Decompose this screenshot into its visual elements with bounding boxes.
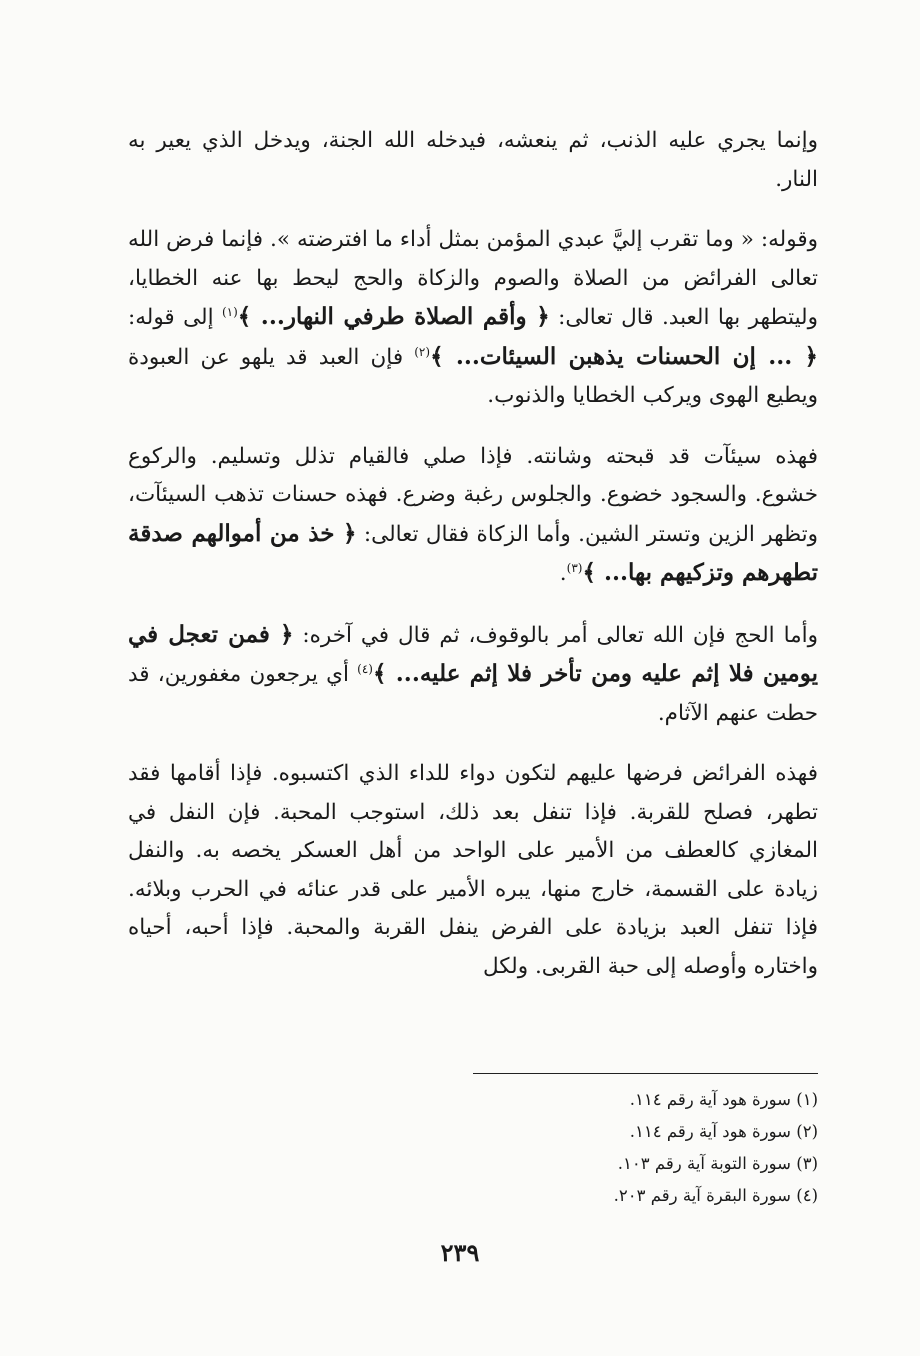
paragraph [128, 122, 818, 199]
footnote-ref: (٤) [357, 661, 373, 676]
footnote: (١) سورة هود آية رقم ١١٤. [629, 1090, 818, 1109]
text-segment: وقوله: « وما تقرب إليَّ عبدي المؤمن بمثل أداء ما افترضته ». فإنما فرض الله تعالى الفرائض من الصلاة والصوم والزكاة والحج ليحط بها عنه الخطايا، وليتطهر بها العبد. قال تعالى: [128, 227, 818, 330]
footnote-ref: (٣) [566, 560, 583, 575]
footnote: (٣) سورة التوبة آية رقم ١٠٣. [617, 1154, 818, 1173]
paragraph [128, 616, 818, 734]
footnote-ref: (٢) [414, 344, 431, 359]
text-segment: وأما الحج فإن الله تعالى أمر بالوقوف، ثم قال في آخره: [293, 622, 818, 648]
quran-verse: ﴿ خذ من أموالهم صدقة تطهرهم وتزكيهم بها... ﴾ [128, 519, 818, 586]
text-segment: . [559, 561, 567, 586]
footnote-separator [473, 1073, 818, 1074]
footnotes [473, 1084, 818, 1212]
text-segment: إلى قوله: [128, 305, 222, 330]
paragraph [128, 221, 818, 416]
text-segment: فهذه سيئآت قد قبحته وشانته. فإذا صلي فالقيام تذلل وتسليم. والركوع خشوع. والسجود خضوع. والجلوس رغبة وضرع. فهذه حسنات تذهب السيئآت، وتظهر الزين وتستر الشين. وأما الزكاة فقال تعالى: [128, 443, 818, 547]
footnote: (٢) سورة هود آية رقم ١١٤. [629, 1122, 818, 1141]
paragraph [128, 755, 818, 986]
quran-verse: ﴿ ... إن الحسنات يذهبن السيئات... ﴾ [430, 342, 818, 370]
quran-verse: ﴿ فمن تعجل في يومين فلا إثم عليه ومن تأخر فلا إثم عليه... ﴾ [128, 620, 818, 687]
text-segment: فإن العبد قد يلهو عن العبودة ويطيع الهوى ويركب الخطايا والذنوب. [128, 344, 818, 408]
text-segment: أي يرجعون مغفورين، قد حطت عنهم الآثام. [128, 662, 818, 726]
footnote-ref: (١) [221, 304, 238, 319]
text-segment: فهذه الفرائض فرضها عليهم لتكون دواء للداء الذي اكتسبوه. فإذا أقامها فقد تطهر، فصلح للقربة. فإذا تنفل بعد ذلك، استوجب المحبة. فإن النفل في المغازي كالعطف من الأمير على الواحد من أهل العسكر يخصه به. والنفل زيادة على القسمة، خارج منها، يبره الأمير على قدر عنائه في الحرب وبلائه. فإذا تنفل العبد بزيادة على الفرض ينفل القربة والمحبة. فإذا أحبه، أحياه واختاره وأوصله إلى حبة القربى. ولكل [128, 761, 818, 979]
page-number: ٢٣٩ [440, 1238, 480, 1267]
quran-verse: ﴿ وأقم الصلاة طرفي النهار... ﴾ [237, 303, 550, 330]
body-text [128, 122, 818, 1008]
text-segment: وإنما يجري عليه الذنب، ثم ينعشه، فيدخله الله الجنة، ويدخل الذي يعير به النار. [128, 128, 818, 192]
paragraph [128, 438, 818, 594]
footnote: (٤) سورة البقرة آية رقم ٢٠٣. [613, 1186, 818, 1205]
